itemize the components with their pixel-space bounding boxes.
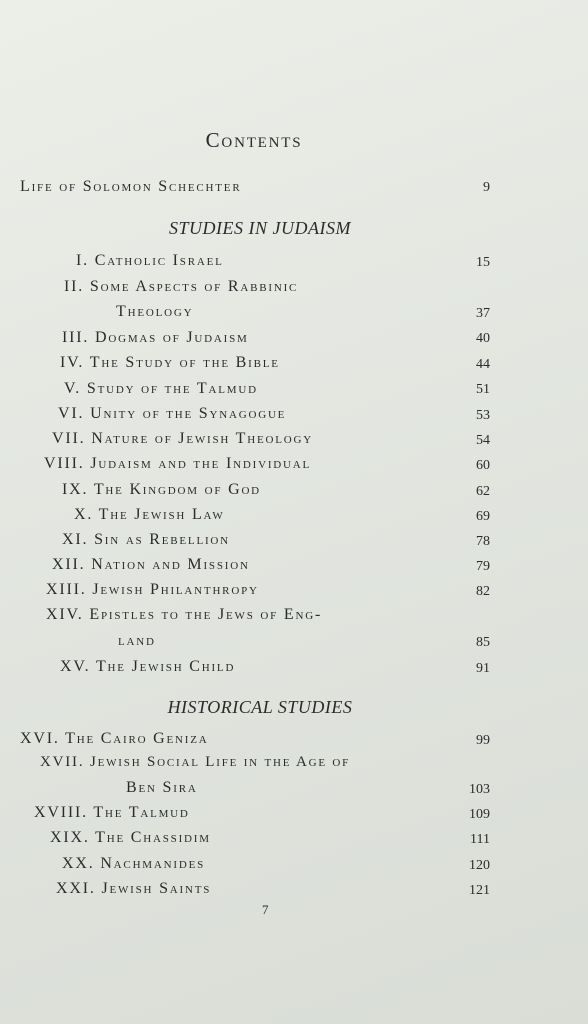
toc-entry-viii: VIII. Judaism and the Individual xyxy=(44,455,312,472)
toc-entry-x: X. The Jewish Law xyxy=(74,506,225,523)
toc-entry-ix: IX. The Kingdom of God xyxy=(62,481,261,498)
entry-page: 120 xyxy=(469,858,490,873)
entry-page: 79 xyxy=(476,559,490,574)
page-number: 7 xyxy=(262,902,269,917)
toc-entry-xii: XII. Nation and Mission xyxy=(52,556,250,573)
entry-page: 62 xyxy=(476,484,490,499)
toc-entry-xiv-cont: land xyxy=(118,632,156,649)
toc-entry-vi: VI. Unity of the Synagogue xyxy=(58,405,287,422)
toc-entry-xvii-cont: Ben Sira xyxy=(126,779,198,796)
entry-title: Life of Solomon Schechter xyxy=(20,178,242,195)
toc-entry-xv: XV. The Jewish Child xyxy=(60,658,236,675)
entry-page: 60 xyxy=(476,458,490,473)
entry-page: 37 xyxy=(476,306,490,321)
toc-entry-ii: II. Some Aspects of Rabbinic xyxy=(64,278,299,295)
toc-entry-v: V. Study of the Talmud xyxy=(64,380,258,397)
section-heading-historical: HISTORICAL STUDIES xyxy=(167,697,353,717)
toc-entry-xxi: XXI. Jewish Saints xyxy=(56,880,212,897)
entry-page: 15 xyxy=(476,255,490,270)
toc-entry-xix: XIX. The Chassidim xyxy=(50,829,211,846)
toc-entry-xviii: XVIII. The Talmud xyxy=(34,804,190,821)
toc-entry-i: I. Catholic Israel xyxy=(76,252,224,269)
entry-page: 53 xyxy=(476,408,490,423)
toc-entry-xvi: XVI. The Cairo Geniza xyxy=(20,730,209,747)
entry-page: 54 xyxy=(476,433,490,448)
entry-page: 51 xyxy=(476,382,490,397)
entry-page: 78 xyxy=(476,534,490,549)
entry-page: 85 xyxy=(476,635,490,650)
entry-page: 121 xyxy=(469,883,490,898)
entry-page: 109 xyxy=(469,807,490,822)
entry-page: 91 xyxy=(476,661,490,676)
toc-entry-xi: XI. Sin as Rebellion xyxy=(62,531,230,548)
toc-entry-xiv: XIV. Epistles to the Jews of Eng- xyxy=(46,606,323,623)
toc-entry-xvii: XVII. Jewish Social Life in the Age of xyxy=(40,754,351,770)
entry-page: 44 xyxy=(476,357,490,372)
toc-entry-xx: XX. Nachmanides xyxy=(62,855,206,872)
entry-page: 111 xyxy=(470,832,490,847)
toc-entry-life xyxy=(20,178,241,196)
entry-page: 99 xyxy=(476,733,490,748)
entry-page: 82 xyxy=(476,584,490,599)
toc-entry-iv: IV. The Study of the Bible xyxy=(60,354,280,371)
toc-entry-ii-cont: Theology xyxy=(116,303,194,320)
entry-page: 9 xyxy=(483,180,490,195)
toc-entry-vii: VII. Nature of Jewish Theology xyxy=(52,430,313,447)
entry-page: 40 xyxy=(476,331,490,346)
page-title: Contents xyxy=(205,128,303,152)
entry-page: 69 xyxy=(476,509,490,524)
toc-entry-xiii: XIII. Jewish Philanthropy xyxy=(46,581,259,598)
section-heading-studies: STUDIES IN JUDAISM xyxy=(169,218,351,238)
entry-page: 103 xyxy=(469,782,490,797)
toc-entry-iii: III. Dogmas of Judaism xyxy=(62,329,249,346)
